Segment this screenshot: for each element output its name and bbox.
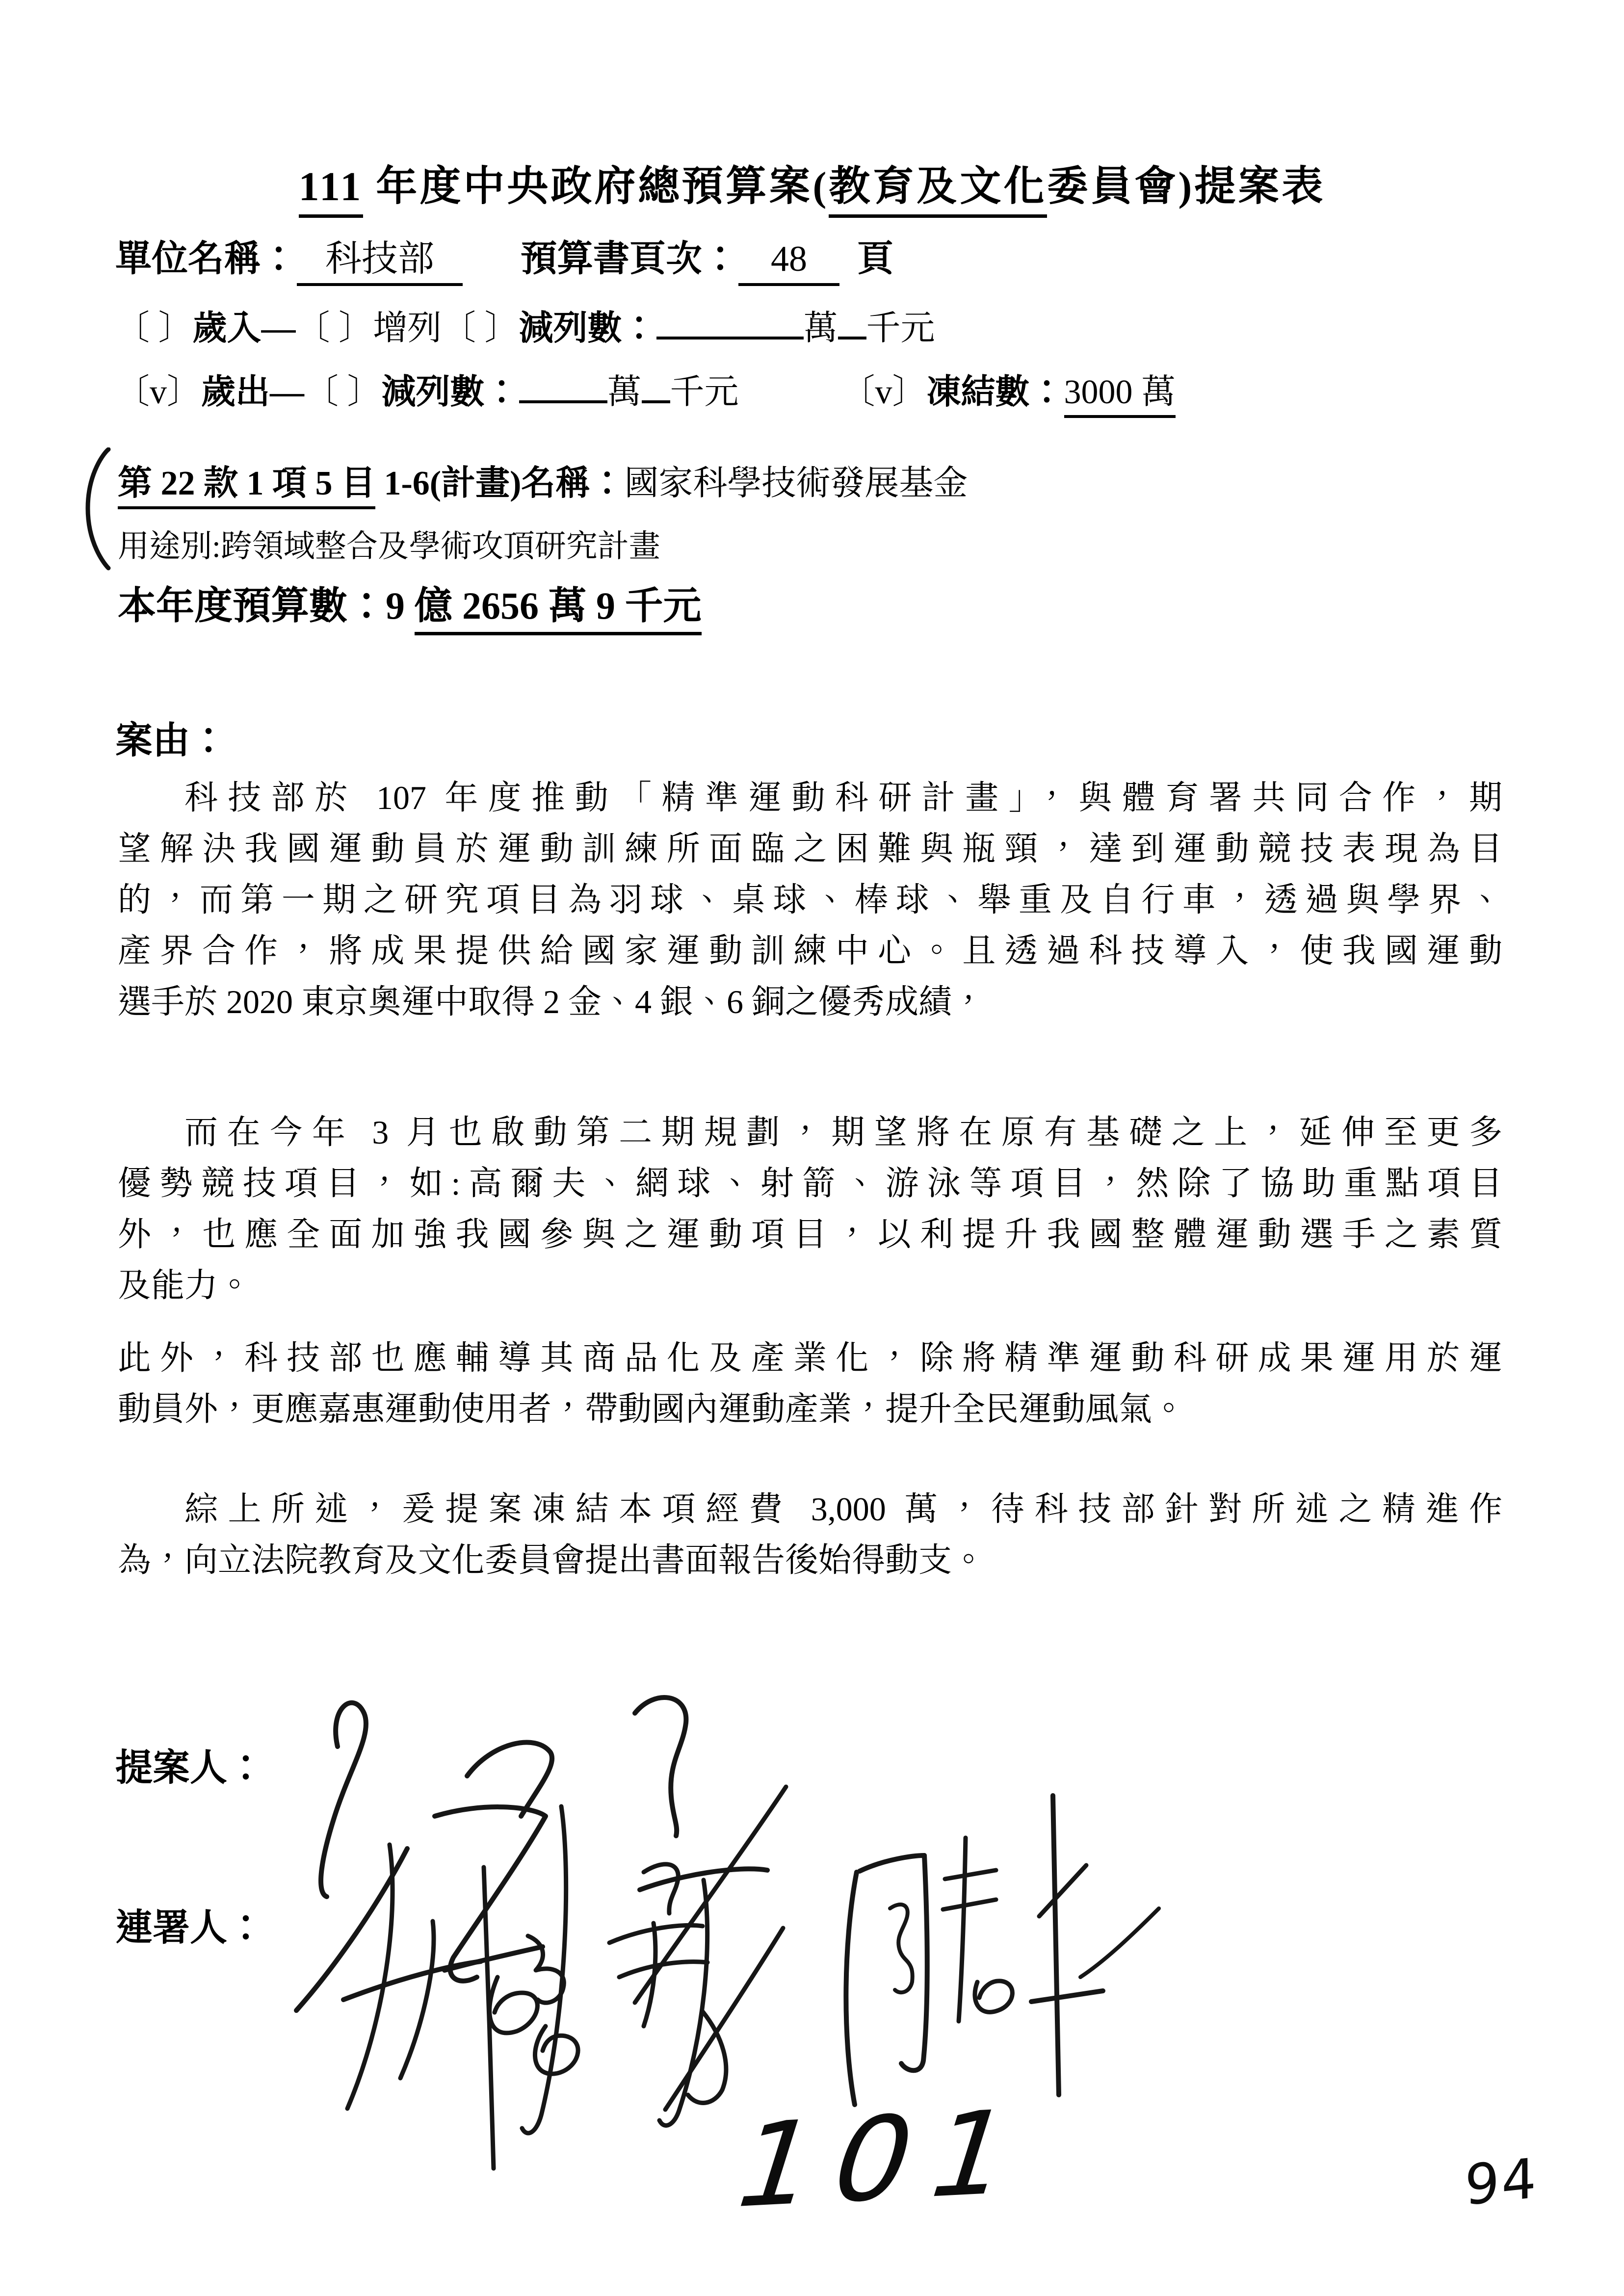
case-paragraph1-line: 科技部於 107 年度推動「精準運動科研計畫」，與體育署共同合作，期	[184, 779, 1502, 816]
annual-budget-amount-underlined: 億 2656 萬 9 千元	[415, 584, 702, 635]
corner-page-number: 94	[1465, 2146, 1539, 2218]
annual-budget-number: 9	[386, 584, 415, 627]
cosigner-signature-2	[846, 1796, 1159, 2105]
expense-label: 歲出—	[201, 373, 304, 411]
case-paragraph2-line: 而在今年 3 月也啟動第二期規劃，期望將在原有基礎之上，延伸至更多	[184, 1114, 1502, 1151]
expense-checkbox-checked: 〔v〕	[115, 373, 201, 411]
budget-pages-unit: 頁	[857, 239, 893, 279]
budget-pages-label: 預算書頁次：	[521, 239, 738, 279]
case-paragraph4-line: 綜上所述，爰提案凍結本項經費 3,000 萬，待科技部針對所述之精進作	[184, 1490, 1502, 1528]
expense-amount-blank	[519, 370, 607, 403]
clause-plan-name-label: 1-6(計畫)名稱：	[375, 465, 625, 502]
case-paragraph2-line: 優勢競技項目，如:高爾夫、網球、射箭、游泳等項目，然除了協助重點項目	[118, 1165, 1502, 1202]
decrease-checkbox-empty: 〔 〕	[442, 310, 519, 347]
title-year-underlined: 111	[299, 164, 364, 218]
case-paragraph2-line: 外，也應全面加強我國參與之運動項目，以利提升我國整體運動選手之素質	[118, 1216, 1502, 1253]
case-paragraph1-line: 的，而第一期之研究項目為羽球、桌球、棒球、舉重及自行車，透過與學界、	[118, 881, 1502, 918]
clause-number-underlined: 第 22 款 1 項 5 目	[118, 465, 375, 509]
annual-budget-label: 本年度預算數：	[118, 584, 386, 627]
case-paragraph1-line: 選手於 2020 東京奧運中取得 2 金、4 銀、6 銅之優秀成績，	[118, 983, 986, 1020]
case-heading: 案由：	[115, 720, 227, 761]
case-paragraph3-line: 動員外，更應嘉惠運動使用者，帶動國內運動產業，提升全民運動風氣。	[118, 1390, 1186, 1428]
expense-thousand-blank	[642, 370, 670, 403]
increase-label: 增列	[373, 310, 442, 347]
case-body	[118, 772, 1502, 1586]
cosigner-signature-1	[343, 1864, 783, 2168]
revenue-thousand-blank	[838, 306, 866, 339]
expense-thousand-unit: 千元	[670, 373, 739, 411]
case-paragraph2-line: 及能力。	[118, 1267, 252, 1304]
increase-checkbox-empty: 〔 〕	[295, 310, 373, 347]
item-group-paren	[81, 447, 112, 571]
decrease-amount-label: 減列數：	[519, 310, 656, 347]
revenue-amount-blank	[656, 306, 804, 339]
handwritten-page-number: 101	[717, 2084, 1049, 2235]
usage-type-line: 用途別:跨領域整合及學術攻頂研究計畫	[118, 529, 660, 564]
unit-value-field: 科技部	[297, 239, 463, 286]
annual-budget-line	[118, 575, 702, 630]
expense-decrease-checkbox-empty: 〔 〕	[304, 373, 382, 411]
freeze-value-underlined: 3000 萬	[1064, 373, 1176, 418]
revenue-label: 歲入—	[192, 310, 296, 347]
budget-pages-value-field: 48	[738, 239, 839, 286]
expense-decrease-label: 減列數：	[381, 373, 519, 411]
clause-line	[118, 455, 968, 505]
case-paragraph1-line: 產界合作，將成果提供給國家運動訓練中心。且透過科技導入，使我國運動	[118, 932, 1502, 969]
freeze-label: 凍結數：	[926, 373, 1064, 411]
freeze-checkbox-checked: 〔v〕	[840, 373, 927, 411]
proposer-label: 提案人：	[115, 1748, 264, 1789]
unit-label: 單位名稱：	[115, 239, 297, 279]
case-paragraph3-line: 此外，科技部也應輔導其商品化及產業化，除將精準運動科研成果運用於運	[118, 1339, 1502, 1377]
title-committee-underlined: 教育及文化	[829, 164, 1047, 218]
case-paragraph1-line: 望解決我國運動員於運動訓練所面臨之困難與瓶頸，達到運動競技表現為目	[118, 830, 1502, 867]
unit-row	[115, 230, 893, 282]
case-paragraph4-line: 為，向立法院教育及文化委員會提出書面報告後始得動支。	[118, 1541, 986, 1579]
expense-wan-unit: 萬	[607, 373, 642, 411]
revenue-checkbox-row	[115, 300, 935, 350]
form-title	[0, 153, 1624, 212]
revenue-wan-unit: 萬	[803, 310, 838, 347]
title-end: 委員會)提案表	[1047, 164, 1326, 209]
revenue-thousand-unit: 千元	[866, 310, 935, 347]
cosigner-label: 連署人：	[115, 1907, 264, 1949]
revenue-checkbox-empty: 〔 〕	[115, 310, 193, 347]
title-mid: 年度中央政府總預算案(	[363, 164, 829, 209]
fund-name: 國家科學技術發展基金	[624, 465, 968, 502]
expense-checkbox-row	[115, 364, 1176, 414]
